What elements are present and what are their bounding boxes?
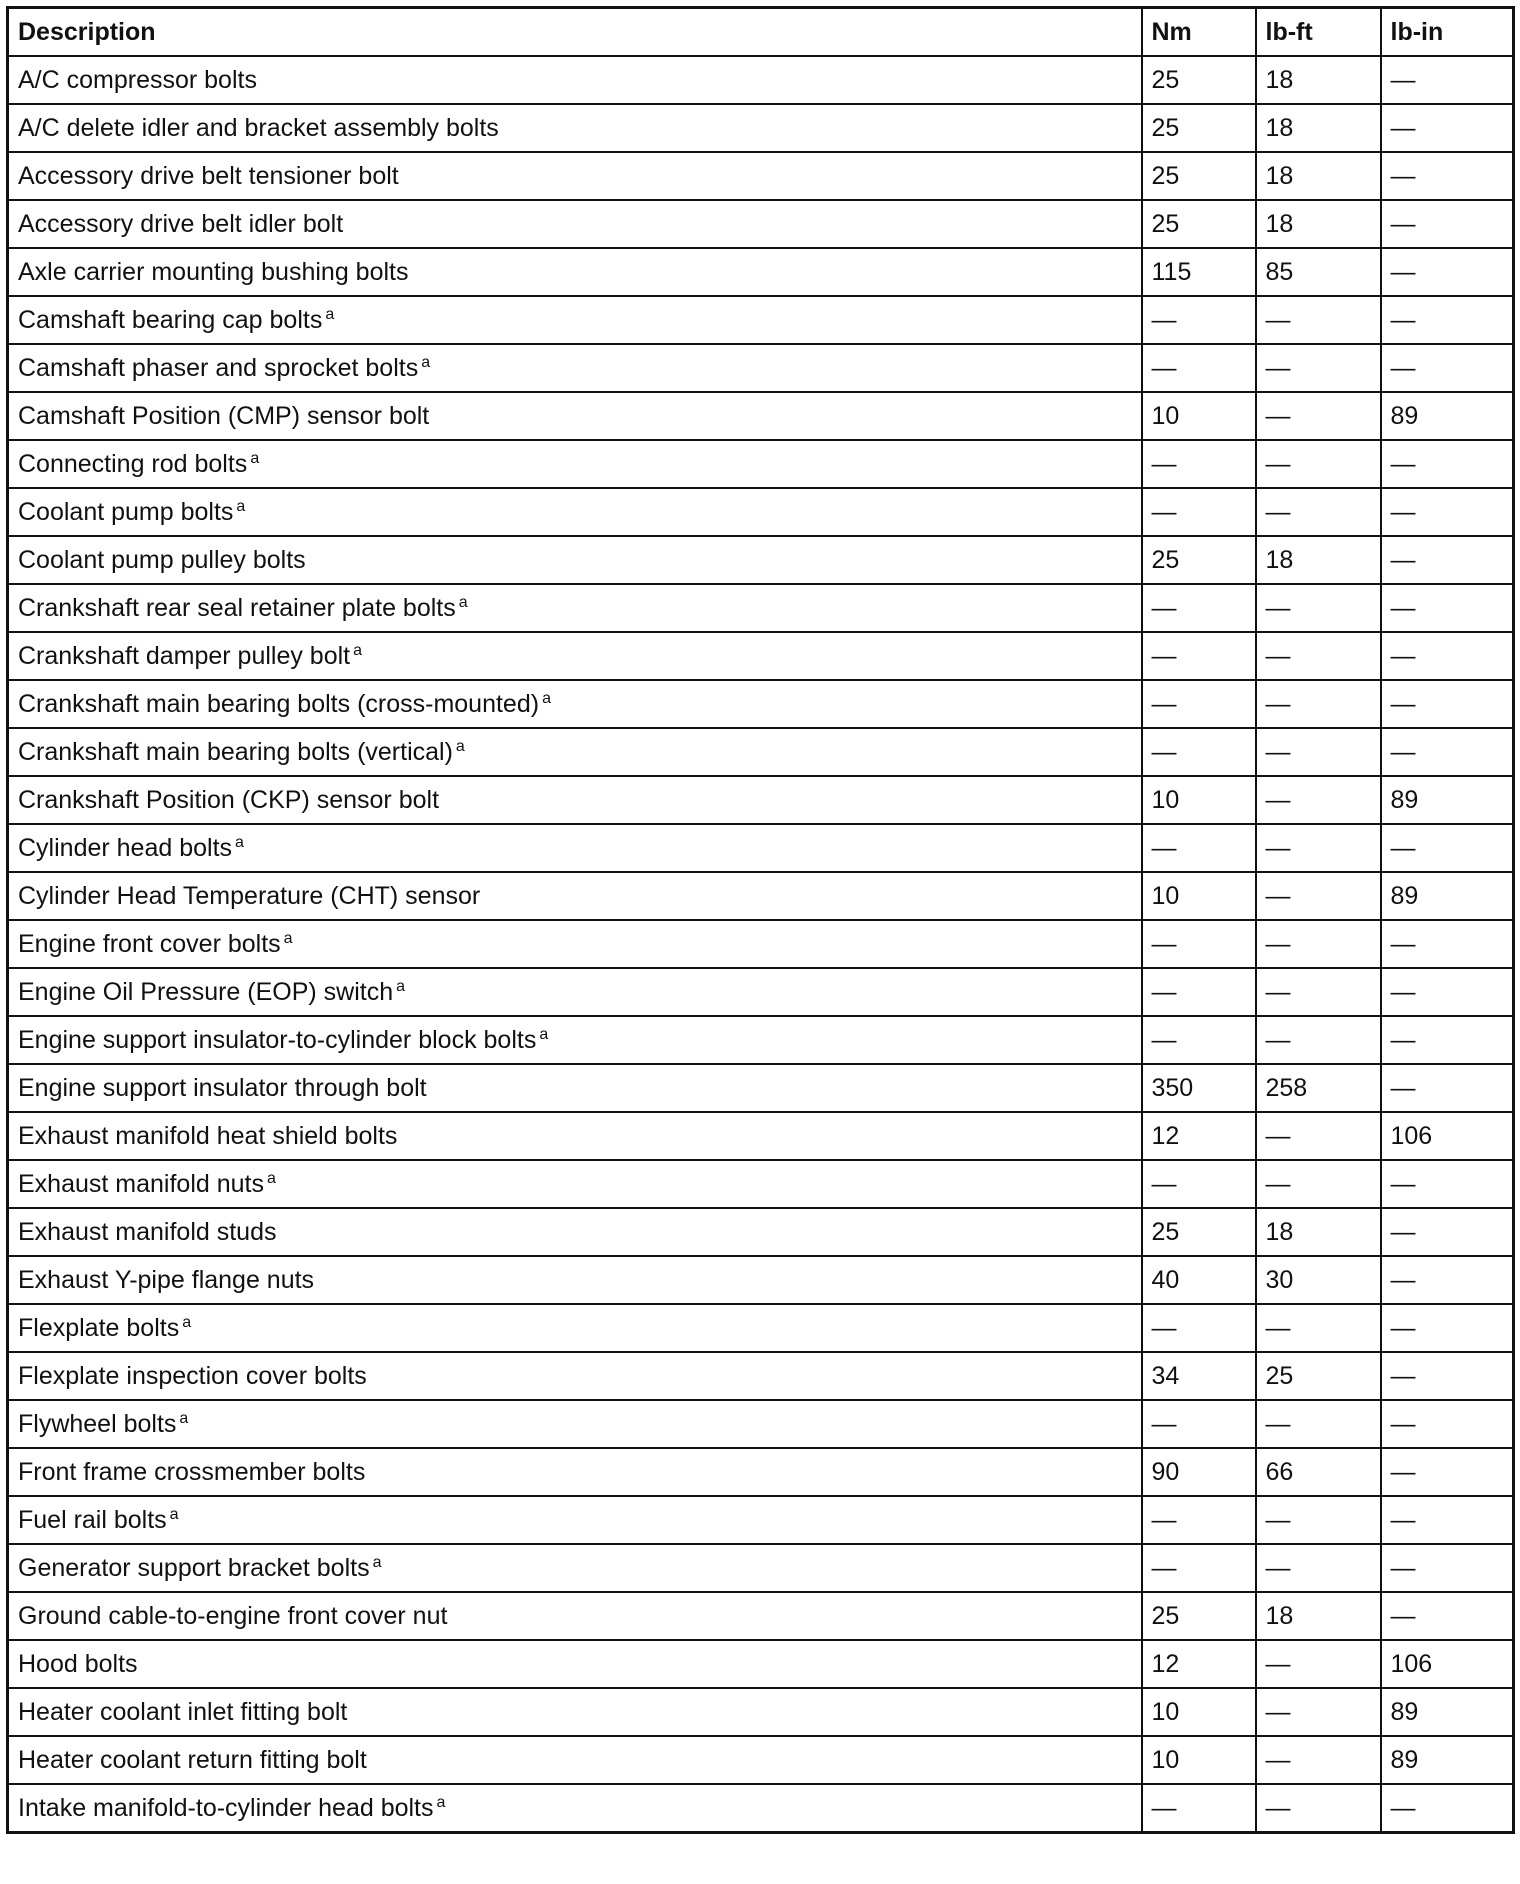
description-cell xyxy=(8,1160,1142,1208)
description-text: Front frame crossmember bolts xyxy=(18,1457,366,1486)
description-text: Crankshaft main bearing bolts (cross-mounted) xyxy=(18,689,540,718)
table-row xyxy=(8,56,1514,104)
lb-in-cell: — xyxy=(1381,1784,1514,1833)
description-cell xyxy=(8,1256,1142,1304)
lb-ft-cell: 18 xyxy=(1256,536,1381,584)
lb-in-cell: 89 xyxy=(1381,776,1514,824)
header-description: Description xyxy=(8,8,1142,57)
lb-in-cell: — xyxy=(1381,1592,1514,1640)
nm-cell: 40 xyxy=(1142,1256,1256,1304)
table-row xyxy=(8,488,1514,536)
nm-cell: 350 xyxy=(1142,1064,1256,1112)
lb-in-cell: — xyxy=(1381,488,1514,536)
table-row xyxy=(8,920,1514,968)
description-text: Generator support bracket bolts xyxy=(18,1553,370,1582)
nm-cell: 25 xyxy=(1142,200,1256,248)
lb-in-cell: — xyxy=(1381,584,1514,632)
lb-ft-cell: 85 xyxy=(1256,248,1381,296)
nm-cell: — xyxy=(1142,1160,1256,1208)
description-cell xyxy=(8,1688,1142,1736)
lb-in-cell: — xyxy=(1381,1064,1514,1112)
nm-cell: 25 xyxy=(1142,1592,1256,1640)
description-text: Ground cable-to-engine front cover nut xyxy=(18,1601,448,1630)
lb-ft-cell: 18 xyxy=(1256,56,1381,104)
table-row xyxy=(8,968,1514,1016)
table-row xyxy=(8,1592,1514,1640)
nm-cell: — xyxy=(1142,584,1256,632)
lb-ft-cell: — xyxy=(1256,968,1381,1016)
footnote-marker: a xyxy=(396,977,406,995)
lb-ft-cell: — xyxy=(1256,1736,1381,1784)
nm-cell: — xyxy=(1142,728,1256,776)
footnote-marker: a xyxy=(325,305,335,323)
nm-cell: — xyxy=(1142,632,1256,680)
nm-cell: — xyxy=(1142,344,1256,392)
nm-cell: 34 xyxy=(1142,1352,1256,1400)
table-row xyxy=(8,1064,1514,1112)
table-row xyxy=(8,1496,1514,1544)
lb-in-cell: 106 xyxy=(1381,1112,1514,1160)
lb-in-cell: — xyxy=(1381,824,1514,872)
table-header xyxy=(8,8,1514,57)
description-cell xyxy=(8,920,1142,968)
table-row xyxy=(8,152,1514,200)
lb-ft-cell: 258 xyxy=(1256,1064,1381,1112)
description-text: A/C delete idler and bracket assembly bolts xyxy=(18,113,499,142)
torque-specification-sheet xyxy=(6,6,1512,1834)
description-cell xyxy=(8,56,1142,104)
nm-cell: 10 xyxy=(1142,1688,1256,1736)
lb-in-cell: — xyxy=(1381,632,1514,680)
table-row xyxy=(8,1448,1514,1496)
lb-ft-cell: 18 xyxy=(1256,200,1381,248)
lb-ft-cell: — xyxy=(1256,1016,1381,1064)
footnote-marker: a xyxy=(169,1505,179,1523)
lb-ft-cell: — xyxy=(1256,344,1381,392)
table-row xyxy=(8,200,1514,248)
lb-in-cell: — xyxy=(1381,1256,1514,1304)
table-row xyxy=(8,1112,1514,1160)
table-row xyxy=(8,104,1514,152)
description-text: Flexplate bolts xyxy=(18,1313,180,1342)
description-cell xyxy=(8,1736,1142,1784)
description-cell xyxy=(8,680,1142,728)
table-row xyxy=(8,1160,1514,1208)
lb-ft-cell: — xyxy=(1256,1784,1381,1833)
description-text: Engine front cover bolts xyxy=(18,929,281,958)
description-text: Cylinder Head Temperature (CHT) sensor xyxy=(18,881,481,910)
description-cell xyxy=(8,872,1142,920)
table-row xyxy=(8,1016,1514,1064)
description-text: A/C compressor bolts xyxy=(18,65,257,94)
lb-in-cell: — xyxy=(1381,1544,1514,1592)
footnote-marker: a xyxy=(455,737,465,755)
table-row xyxy=(8,872,1514,920)
lb-ft-cell: 18 xyxy=(1256,1208,1381,1256)
lb-ft-cell: — xyxy=(1256,824,1381,872)
lb-in-cell: — xyxy=(1381,1400,1514,1448)
description-text: Crankshaft damper pulley bolt xyxy=(18,641,351,670)
table-row xyxy=(8,1352,1514,1400)
description-cell xyxy=(8,1016,1142,1064)
description-cell xyxy=(8,1208,1142,1256)
nm-cell: 12 xyxy=(1142,1640,1256,1688)
nm-cell: — xyxy=(1142,920,1256,968)
description-cell xyxy=(8,776,1142,824)
description-text: Connecting rod bolts xyxy=(18,449,248,478)
table-row xyxy=(8,680,1514,728)
nm-cell: — xyxy=(1142,296,1256,344)
nm-cell: — xyxy=(1142,824,1256,872)
footnote-marker: a xyxy=(250,449,260,467)
header-lb-ft: lb-ft xyxy=(1256,8,1381,57)
description-text: Cylinder head bolts xyxy=(18,833,233,862)
table-row xyxy=(8,824,1514,872)
table-row xyxy=(8,1784,1514,1833)
lb-in-cell: 106 xyxy=(1381,1640,1514,1688)
description-text: Accessory drive belt tensioner bolt xyxy=(18,161,399,190)
description-text: Exhaust manifold heat shield bolts xyxy=(18,1121,398,1150)
table-row xyxy=(8,296,1514,344)
nm-cell: 115 xyxy=(1142,248,1256,296)
nm-cell: — xyxy=(1142,488,1256,536)
description-text: Flywheel bolts xyxy=(18,1409,177,1438)
table-row xyxy=(8,536,1514,584)
lb-ft-cell: — xyxy=(1256,872,1381,920)
nm-cell: 10 xyxy=(1142,1736,1256,1784)
table-row xyxy=(8,1304,1514,1352)
description-cell xyxy=(8,152,1142,200)
nm-cell: 90 xyxy=(1142,1448,1256,1496)
lb-ft-cell: — xyxy=(1256,1496,1381,1544)
nm-cell: — xyxy=(1142,1784,1256,1833)
table-row xyxy=(8,776,1514,824)
lb-in-cell: — xyxy=(1381,728,1514,776)
lb-ft-cell: — xyxy=(1256,776,1381,824)
lb-ft-cell: — xyxy=(1256,1400,1381,1448)
nm-cell: — xyxy=(1142,1304,1256,1352)
description-text: Exhaust manifold studs xyxy=(18,1217,277,1246)
lb-in-cell: — xyxy=(1381,344,1514,392)
lb-in-cell: — xyxy=(1381,968,1514,1016)
table-row xyxy=(8,1736,1514,1784)
lb-ft-cell: 18 xyxy=(1256,104,1381,152)
lb-in-cell: — xyxy=(1381,296,1514,344)
nm-cell: 25 xyxy=(1142,56,1256,104)
footnote-marker: a xyxy=(353,641,363,659)
description-text: Crankshaft rear seal retainer plate bolts xyxy=(18,593,456,622)
description-text: Exhaust Y-pipe flange nuts xyxy=(18,1265,315,1294)
header-row xyxy=(8,8,1514,57)
description-text: Flexplate inspection cover bolts xyxy=(18,1361,367,1390)
description-cell xyxy=(8,1064,1142,1112)
nm-cell: 25 xyxy=(1142,1208,1256,1256)
nm-cell: 10 xyxy=(1142,872,1256,920)
nm-cell: — xyxy=(1142,1400,1256,1448)
lb-in-cell: — xyxy=(1381,1448,1514,1496)
lb-ft-cell: 30 xyxy=(1256,1256,1381,1304)
table-row xyxy=(8,632,1514,680)
lb-in-cell: — xyxy=(1381,1304,1514,1352)
lb-in-cell: — xyxy=(1381,1352,1514,1400)
description-cell xyxy=(8,1544,1142,1592)
lb-in-cell: — xyxy=(1381,536,1514,584)
lb-in-cell: 89 xyxy=(1381,872,1514,920)
description-cell xyxy=(8,392,1142,440)
lb-in-cell: — xyxy=(1381,680,1514,728)
nm-cell: — xyxy=(1142,968,1256,1016)
description-text: Fuel rail bolts xyxy=(18,1505,167,1534)
header-nm: Nm xyxy=(1142,8,1256,57)
table-row xyxy=(8,1400,1514,1448)
description-text: Hood bolts xyxy=(18,1649,138,1678)
lb-in-cell: 89 xyxy=(1381,1688,1514,1736)
table-row xyxy=(8,1640,1514,1688)
lb-in-cell: — xyxy=(1381,1208,1514,1256)
table-row xyxy=(8,1208,1514,1256)
description-cell xyxy=(8,1592,1142,1640)
lb-in-cell: — xyxy=(1381,200,1514,248)
lb-ft-cell: — xyxy=(1256,392,1381,440)
nm-cell: 12 xyxy=(1142,1112,1256,1160)
lb-in-cell: — xyxy=(1381,1496,1514,1544)
nm-cell: 25 xyxy=(1142,104,1256,152)
table-row xyxy=(8,248,1514,296)
lb-in-cell: — xyxy=(1381,440,1514,488)
description-text: Coolant pump bolts xyxy=(18,497,234,526)
lb-in-cell: — xyxy=(1381,104,1514,152)
lb-ft-cell: — xyxy=(1256,1304,1381,1352)
description-text: Engine Oil Pressure (EOP) switch xyxy=(18,977,394,1006)
lb-in-cell: — xyxy=(1381,1160,1514,1208)
lb-ft-cell: — xyxy=(1256,488,1381,536)
footnote-marker: a xyxy=(283,929,293,947)
description-cell xyxy=(8,1112,1142,1160)
description-cell xyxy=(8,488,1142,536)
description-cell xyxy=(8,1352,1142,1400)
lb-ft-cell: — xyxy=(1256,1640,1381,1688)
lb-ft-cell: — xyxy=(1256,296,1381,344)
description-cell xyxy=(8,1496,1142,1544)
footnote-marker: a xyxy=(235,833,244,851)
nm-cell: — xyxy=(1142,1544,1256,1592)
lb-ft-cell: 18 xyxy=(1256,152,1381,200)
description-cell xyxy=(8,296,1142,344)
torque-spec-table xyxy=(6,6,1515,1834)
description-text: Camshaft phaser and sprocket bolts xyxy=(18,353,419,382)
lb-in-cell: 89 xyxy=(1381,392,1514,440)
lb-ft-cell: — xyxy=(1256,440,1381,488)
description-text: Intake manifold-to-cylinder head bolts xyxy=(18,1793,434,1822)
nm-cell: — xyxy=(1142,1496,1256,1544)
lb-ft-cell: — xyxy=(1256,728,1381,776)
lb-in-cell: — xyxy=(1381,152,1514,200)
footnote-marker: a xyxy=(542,689,551,707)
footnote-marker: a xyxy=(458,593,468,611)
description-text: Engine support insulator through bolt xyxy=(18,1073,427,1102)
footnote-marker: a xyxy=(421,353,431,371)
lb-in-cell: — xyxy=(1381,1016,1514,1064)
description-text: Camshaft bearing cap bolts xyxy=(18,305,323,334)
lb-ft-cell: 66 xyxy=(1256,1448,1381,1496)
table-row xyxy=(8,344,1514,392)
footnote-marker: a xyxy=(236,497,246,515)
footnote-marker: a xyxy=(372,1553,382,1571)
description-cell xyxy=(8,104,1142,152)
table-row xyxy=(8,1688,1514,1736)
description-text: Camshaft Position (CMP) sensor bolt xyxy=(18,401,430,430)
description-cell xyxy=(8,632,1142,680)
nm-cell: 10 xyxy=(1142,392,1256,440)
nm-cell: — xyxy=(1142,1016,1256,1064)
footnote-marker: a xyxy=(266,1169,276,1187)
description-cell xyxy=(8,1640,1142,1688)
lb-in-cell: — xyxy=(1381,248,1514,296)
description-cell xyxy=(8,1304,1142,1352)
description-cell xyxy=(8,968,1142,1016)
lb-ft-cell: — xyxy=(1256,1688,1381,1736)
description-text: Heater coolant return fitting bolt xyxy=(18,1745,367,1774)
table-row xyxy=(8,392,1514,440)
nm-cell: — xyxy=(1142,680,1256,728)
description-cell xyxy=(8,1784,1142,1833)
description-cell xyxy=(8,344,1142,392)
lb-ft-cell: — xyxy=(1256,920,1381,968)
table-row xyxy=(8,1256,1514,1304)
table-row xyxy=(8,1544,1514,1592)
description-cell xyxy=(8,536,1142,584)
nm-cell: 25 xyxy=(1142,536,1256,584)
description-cell xyxy=(8,1448,1142,1496)
footnote-marker: a xyxy=(179,1409,189,1427)
description-text: Accessory drive belt idler bolt xyxy=(18,209,344,238)
lb-ft-cell: 18 xyxy=(1256,1592,1381,1640)
description-cell xyxy=(8,440,1142,488)
description-text: Crankshaft Position (CKP) sensor bolt xyxy=(18,785,440,814)
lb-ft-cell: — xyxy=(1256,1544,1381,1592)
description-cell xyxy=(8,584,1142,632)
description-text: Axle carrier mounting bushing bolts xyxy=(18,257,409,286)
nm-cell: 10 xyxy=(1142,776,1256,824)
table-row xyxy=(8,728,1514,776)
description-text: Engine support insulator-to-cylinder block bolts xyxy=(18,1025,537,1054)
description-cell xyxy=(8,248,1142,296)
nm-cell: — xyxy=(1142,440,1256,488)
table-body xyxy=(8,56,1514,1833)
description-cell xyxy=(8,728,1142,776)
lb-ft-cell: — xyxy=(1256,680,1381,728)
header-lb-in: lb-in xyxy=(1381,8,1514,57)
footnote-marker: a xyxy=(539,1025,549,1043)
lb-ft-cell: — xyxy=(1256,1160,1381,1208)
lb-ft-cell: — xyxy=(1256,632,1381,680)
description-text: Coolant pump pulley bolts xyxy=(18,545,306,574)
description-text: Heater coolant inlet fitting bolt xyxy=(18,1697,348,1726)
lb-ft-cell: — xyxy=(1256,584,1381,632)
lb-in-cell: 89 xyxy=(1381,1736,1514,1784)
footnote-marker: a xyxy=(436,1793,446,1811)
footnote-marker: a xyxy=(182,1313,192,1331)
nm-cell: 25 xyxy=(1142,152,1256,200)
lb-ft-cell: — xyxy=(1256,1112,1381,1160)
table-row xyxy=(8,584,1514,632)
description-cell xyxy=(8,200,1142,248)
lb-in-cell: — xyxy=(1381,56,1514,104)
table-row xyxy=(8,440,1514,488)
description-text: Crankshaft main bearing bolts (vertical) xyxy=(18,737,453,766)
description-cell xyxy=(8,824,1142,872)
lb-ft-cell: 25 xyxy=(1256,1352,1381,1400)
lb-in-cell: — xyxy=(1381,920,1514,968)
description-text: Exhaust manifold nuts xyxy=(18,1169,264,1198)
description-cell xyxy=(8,1400,1142,1448)
